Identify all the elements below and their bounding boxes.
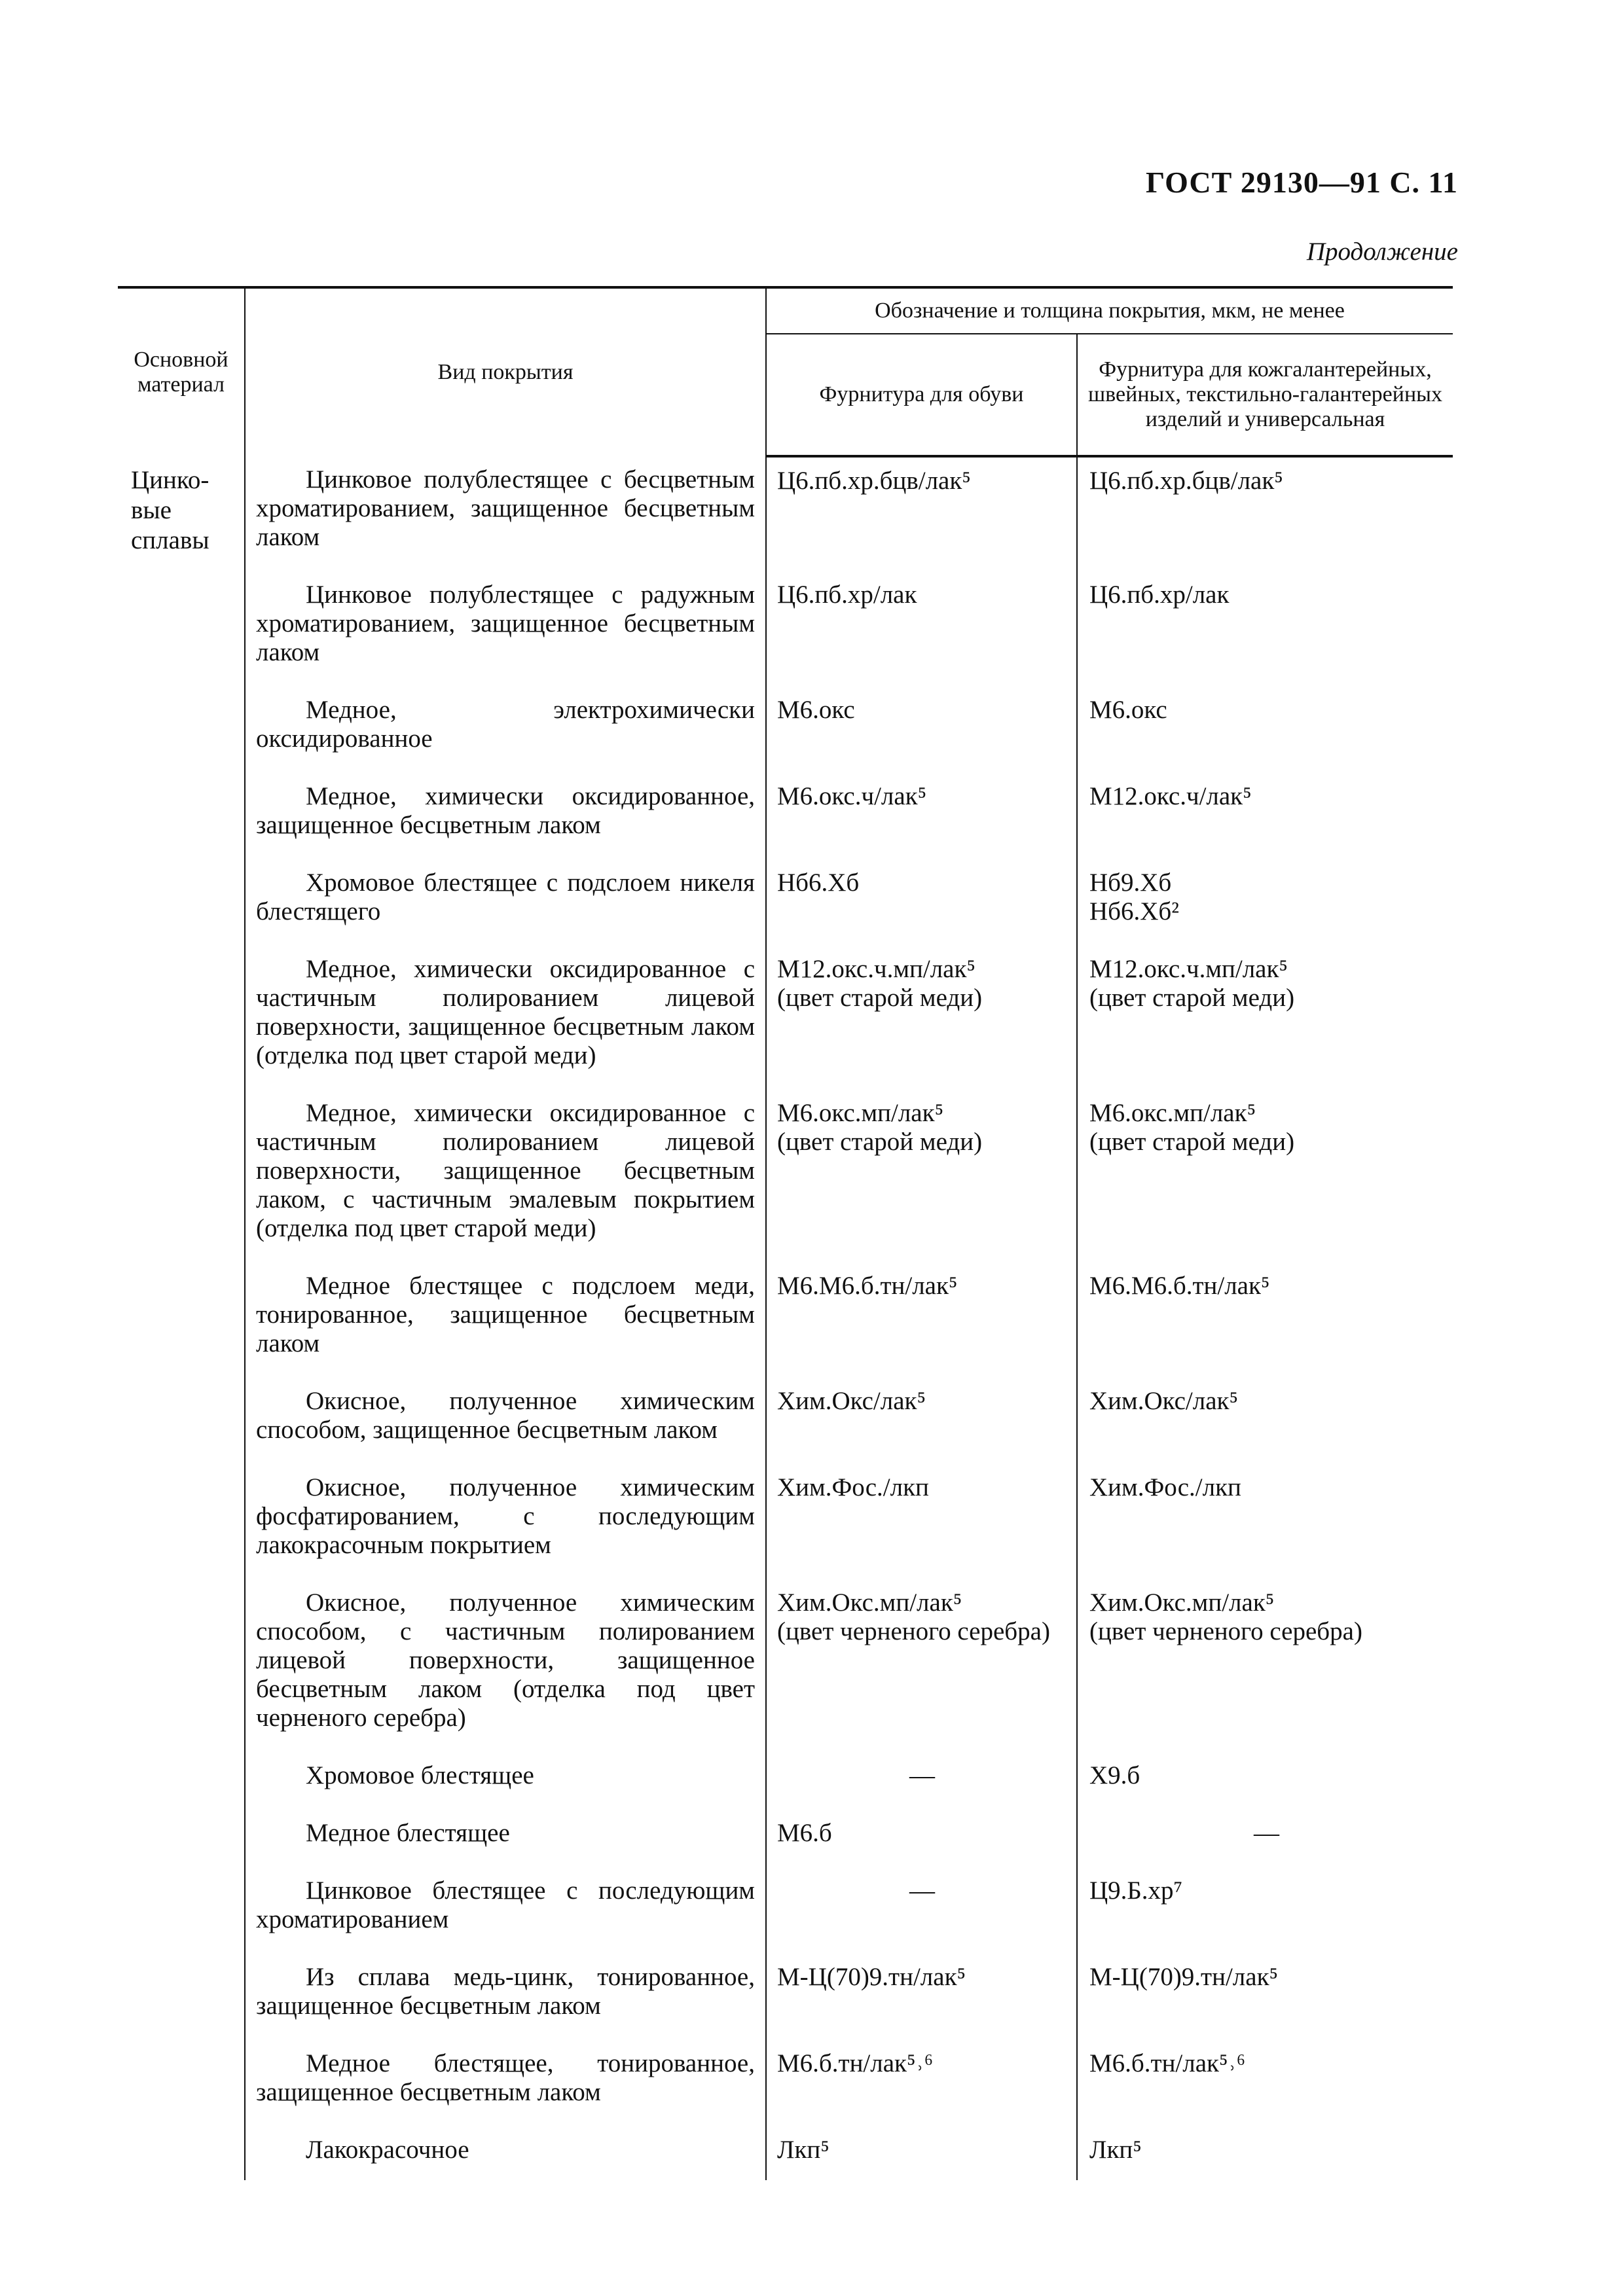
designation-value: М-Ц(70)9.тн/лак⁵ — [1089, 1963, 1279, 1991]
footwear-designation-cell — [766, 571, 1077, 687]
coating-type-cell: Цинковое полублестящее с радужным хроматированием, защищенное бесцветным лаком — [245, 571, 766, 687]
designation-value: (цвет старой меди) — [777, 1128, 983, 1156]
designation-value: — — [909, 1876, 935, 1905]
universal-designation-cell — [1077, 456, 1453, 571]
universal-designation-cell — [1077, 1752, 1453, 1810]
designation-value: М12.окс.ч.мп/лак⁵ — [1089, 955, 1288, 983]
footwear-designation-cell — [766, 456, 1077, 571]
page-header: ГОСТ 29130—91 С. 11 — [1145, 166, 1458, 199]
footwear-designation-cell — [766, 1752, 1077, 1810]
designation-value: Хим.Окс/лак⁵ — [1089, 1387, 1239, 1415]
coating-type-cell: Медное, химически оксидированное с частичным полированием лицевой поверхности, защищенное бесцветным лаком, с частичным эмалевым покрытием (отделка под цвет старой меди) — [245, 1090, 766, 1263]
coating-type-cell: Окисное, полученное химическим фосфатированием, с последующим лакокрасочным покрытием — [245, 1464, 766, 1579]
coating-type-cell: Медное блестящее, тонированное, защищенное бесцветным лаком — [245, 2040, 766, 2126]
coating-type-cell: Лакокрасочное — [245, 2126, 766, 2180]
footwear-designation-cell — [766, 2040, 1077, 2126]
table-row — [118, 1752, 1453, 1810]
coating-type-cell: Из сплава медь-цинк, тонированное, защищенное бесцветным лаком — [245, 1954, 766, 2040]
table-row — [118, 859, 1453, 946]
footwear-designation-cell — [766, 2126, 1077, 2180]
designation-value: М-Ц(70)9.тн/лак⁵ — [777, 1963, 966, 1991]
table-row — [118, 1579, 1453, 1752]
footwear-designation-cell — [766, 687, 1077, 773]
coating-type-cell: Медное блестящее с подслоем меди, тонированное, защищенное бесцветным лаком — [245, 1263, 766, 1378]
universal-designation-cell — [1077, 571, 1453, 687]
designation-value: (цвет черненого серебра) — [777, 1617, 1050, 1645]
designation-value: Ц9.Б.хр⁷ — [1089, 1876, 1183, 1905]
designation-value: М6.М6.б.тн/лак⁵ — [1089, 1272, 1270, 1300]
universal-designation-cell — [1077, 2126, 1453, 2180]
coatings-table — [118, 286, 1453, 2180]
footwear-designation-cell — [766, 1464, 1077, 1579]
universal-designation-cell — [1077, 2040, 1453, 2126]
universal-designation-cell — [1077, 1579, 1453, 1752]
designation-value: Ц6.пб.хр/лак — [777, 581, 917, 609]
table-row — [118, 2040, 1453, 2126]
designation-value: М12.окс.ч.мп/лак⁵ — [777, 955, 976, 983]
designation-value: М6.окс.ч/лак⁵ — [777, 782, 927, 810]
designation-value: Хим.Фос./лкп — [777, 1473, 929, 1501]
table-row — [118, 773, 1453, 859]
footwear-designation-cell — [766, 1954, 1077, 2040]
designation-value: (цвет старой меди) — [777, 984, 983, 1012]
coating-type-cell: Окисное, полученное химическим способом, с частичным полированием лицевой поверхности, защищенное бесцветным лаком (отделка под цвет черненого серебра) — [245, 1579, 766, 1752]
universal-designation-cell — [1077, 773, 1453, 859]
designation-value: М6.б — [777, 1819, 832, 1847]
designation-value: Х9.б — [1089, 1761, 1140, 1789]
universal-designation-cell — [1077, 1378, 1453, 1464]
universal-designation-cell — [1077, 1954, 1453, 2040]
designation-value: Ц6.пб.хр/лак — [1089, 581, 1230, 609]
footwear-designation-cell — [766, 1579, 1077, 1752]
designation-value: Хим.Окс.мп/лак⁵ — [777, 1588, 962, 1617]
base-material-cell: Цинко-вые сплавы — [118, 456, 245, 2180]
footwear-designation-cell — [766, 773, 1077, 859]
universal-designation-cell — [1077, 1263, 1453, 1378]
universal-designation-cell — [1077, 1867, 1453, 1954]
footwear-designation-cell — [766, 1090, 1077, 1263]
universal-designation-cell — [1077, 859, 1453, 946]
table-row — [118, 2126, 1453, 2180]
table-row — [118, 1954, 1453, 2040]
designation-value: Лкп⁵ — [1089, 2136, 1142, 2164]
footwear-designation-cell — [766, 1378, 1077, 1464]
table-row — [118, 1263, 1453, 1378]
table-row — [118, 571, 1453, 687]
footwear-designation-cell — [766, 859, 1077, 946]
header-designation-group: Обозначение и толщина покрытия, мкм, не менее — [766, 287, 1453, 334]
header-base-material: Основной материал — [118, 287, 245, 456]
designation-value: Лкп⁵ — [777, 2136, 830, 2164]
table-row — [118, 1810, 1453, 1867]
table-row — [118, 1090, 1453, 1263]
universal-designation-cell — [1077, 946, 1453, 1090]
coating-type-cell: Цинковое полублестящее с бесцветным хроматированием, защищенное бесцветным лаком — [245, 456, 766, 571]
designation-value: — — [1254, 1819, 1279, 1847]
coating-type-cell: Медное, химически оксидированное с частичным полированием лицевой поверхности, защищенное бесцветным лаком (отделка под цвет старой меди) — [245, 946, 766, 1090]
designation-value: М6.М6.б.тн/лак⁵ — [777, 1272, 958, 1300]
table-row — [118, 1378, 1453, 1464]
table-row — [118, 946, 1453, 1090]
coating-type-cell: Окисное, полученное химическим способом, защищенное бесцветным лаком — [245, 1378, 766, 1464]
designation-value: Нб9.Хб — [1089, 869, 1172, 897]
header-footwear: Фурнитура для обуви — [766, 334, 1077, 456]
designation-value: (цвет черненого серебра) — [1089, 1617, 1362, 1645]
coating-type-cell: Цинковое блестящее с последующим хроматированием — [245, 1867, 766, 1954]
universal-designation-cell — [1077, 1464, 1453, 1579]
designation-value: М6.окс — [1089, 696, 1167, 724]
designation-value: — — [909, 1761, 935, 1789]
designation-value: М6.окс.мп/лак⁵ — [777, 1099, 944, 1127]
header-coating-type: Вид покрытия — [245, 287, 766, 456]
footwear-designation-cell — [766, 1867, 1077, 1954]
footwear-designation-cell — [766, 1263, 1077, 1378]
footwear-designation-cell — [766, 1810, 1077, 1867]
table-row — [118, 1464, 1453, 1579]
coating-type-cell: Хромовое блестящее — [245, 1752, 766, 1810]
header-universal: Фурнитура для кожгалантерейных, швейных, текстильно-галантерейных изделий и универсальная — [1077, 334, 1453, 456]
universal-designation-cell — [1077, 687, 1453, 773]
coating-type-cell: Хромовое блестящее с подслоем никеля блестящего — [245, 859, 766, 946]
table-body — [118, 456, 1453, 2180]
designation-value: Хим.Окс/лак⁵ — [777, 1387, 926, 1415]
designation-value: (цвет старой меди) — [1089, 1128, 1295, 1156]
table-row — [118, 687, 1453, 773]
designation-value: Хим.Окс.мп/лак⁵ — [1089, 1588, 1275, 1617]
designation-value: М6.б.тн/лак⁵˒⁶ — [1089, 2049, 1246, 2077]
table-row — [118, 456, 1453, 571]
coating-type-cell: Медное блестящее — [245, 1810, 766, 1867]
coating-type-cell: Медное, химически оксидированное, защищенное бесцветным лаком — [245, 773, 766, 859]
designation-value: М6.б.тн/лак⁵˒⁶ — [777, 2049, 934, 2077]
designation-value: М6.окс — [777, 696, 855, 724]
designation-value: М12.окс.ч/лак⁵ — [1089, 782, 1252, 810]
universal-designation-cell — [1077, 1810, 1453, 1867]
designation-value: Хим.Фос./лкп — [1089, 1473, 1241, 1501]
designation-value: Нб6.Хб — [777, 869, 860, 897]
designation-value: Нб6.Хб² — [1089, 897, 1179, 925]
universal-designation-cell — [1077, 1090, 1453, 1263]
footwear-designation-cell — [766, 946, 1077, 1090]
designation-value: Ц6.пб.хр.бцв/лак⁵ — [777, 467, 971, 495]
table-row — [118, 1867, 1453, 1954]
continuation-label: Продолжение — [1306, 238, 1458, 266]
designation-value: Ц6.пб.хр.бцв/лак⁵ — [1089, 467, 1283, 495]
coating-type-cell: Медное, электрохимически оксидированное — [245, 687, 766, 773]
designation-value: М6.окс.мп/лак⁵ — [1089, 1099, 1256, 1127]
designation-value: (цвет старой меди) — [1089, 984, 1295, 1012]
